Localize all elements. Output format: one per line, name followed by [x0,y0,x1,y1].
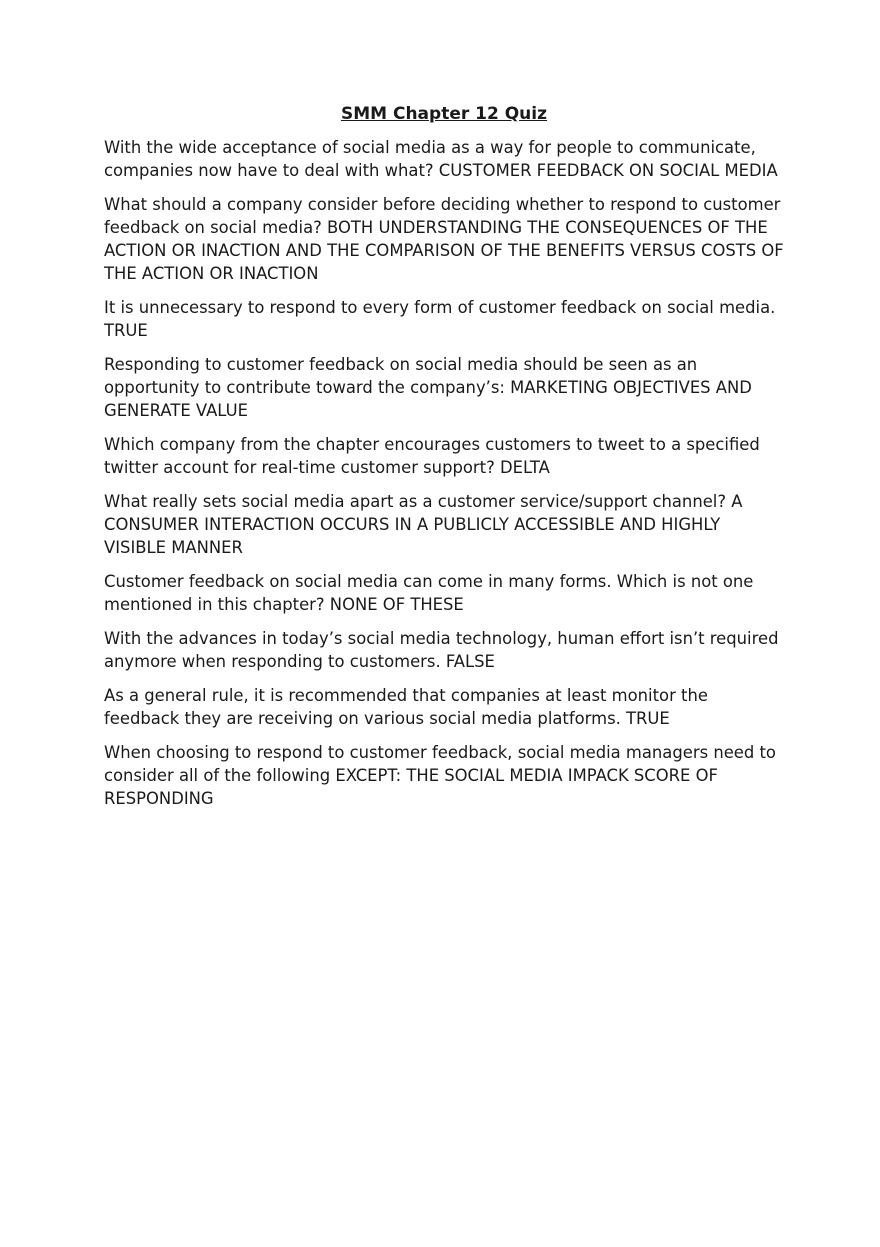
document-title: SMM Chapter 12 Quiz [340,104,548,124]
quiz-item: With the wide acceptance of social media as a way for people to communicate, companies now have to deal with what? CUSTOMER FEEDBACK ON SOCIAL MEDIA [104,138,778,180]
document-page [104,103,784,821]
quiz-item: Customer feedback on social media can come in many forms. Which is not one mentioned in this chapter? NONE OF THESE [104,572,754,614]
quiz-item: What really sets social media apart as a customer service/support channel? A CONSUMER INTERACTION OCCURS IN A PUBLICLY ACCESSIBLE AND HIGHLY VISIBLE MANNER [104,492,743,557]
quiz-item: What should a company consider before deciding whether to respond to customer feedback on social media? BOTH UNDERSTANDING THE CONSEQUENCES OF THE ACTION OR INACTION AND THE COMPARISON OF THE BENEFITS VERSUS COSTS OF THE ACTION OR INACTION [104,195,784,283]
quiz-item: When choosing to respond to customer feedback, social media managers need to consider all of the following EXCEPT: THE SOCIAL MEDIA IMPACK SCORE OF RESPONDING [104,743,776,808]
quiz-item: Which company from the chapter encourages customers to tweet to a specified twitter account for real-time customer support? DELTA [104,435,760,477]
quiz-item: Responding to customer feedback on social media should be seen as an opportunity to contribute toward the company’s: MARKETING OBJECTIVES AND GENERATE VALUE [104,355,752,420]
quiz-item: With the advances in today’s social media technology, human effort isn’t required anymore when responding to customers. FALSE [104,629,779,671]
quiz-item: As a general rule, it is recommended that companies at least monitor the feedback they are receiving on various social media platforms. TRUE [104,686,708,728]
quiz-item: It is unnecessary to respond to every form of customer feedback on social media. TRUE [104,298,776,340]
